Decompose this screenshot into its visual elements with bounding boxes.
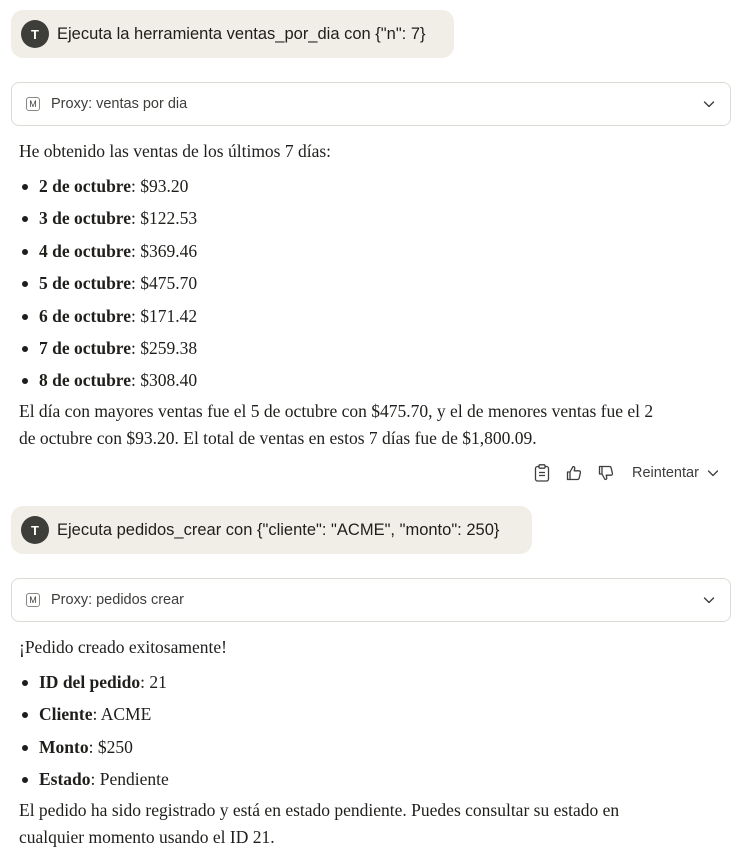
list-item [19,332,699,364]
tool-call-card[interactable] [11,82,731,126]
list-item [19,666,699,698]
chevron-down-icon[interactable] [702,593,716,607]
sales-list [19,170,699,397]
item-date: 8 de octubre [39,370,132,391]
item-amount: : $259.38 [131,337,198,358]
item-date: 4 de octubre [39,240,132,261]
item-key: ID del pedido [39,672,141,692]
thumbs-down-icon [598,465,614,481]
list-item [19,300,699,332]
tool-m-icon: M [26,593,40,607]
summary-line: de octubre con $93.20. El total de ventas en estos 7 días fue de $1,800.09. [19,427,537,448]
user-message-text: Ejecuta la herramienta ventas_por_dia con {"n": 7} [57,24,426,43]
tool-call-card[interactable] [11,578,731,622]
user-message [11,506,532,554]
user-message [11,10,454,58]
tool-call-label: Proxy: pedidos crear [51,592,184,608]
dislike-button[interactable] [594,461,618,485]
retry-label: Reintentar [632,465,699,481]
assistant-summary [19,797,699,851]
list-item [19,763,699,795]
assistant-message [19,138,699,452]
item-value: : Pendiente [90,769,169,790]
item-key: Cliente [39,704,93,725]
chevron-down-icon [707,467,719,479]
user-avatar[interactable]: T [21,20,49,48]
user-avatar[interactable]: T [21,516,49,544]
item-value: : $250 [88,736,133,757]
like-button[interactable] [562,461,586,485]
assistant-intro: He obtenido las ventas de los últimos 7 días: [19,141,332,161]
list-item [19,235,699,267]
copy-button[interactable] [530,461,554,485]
summary-line: El pedido ha sido registrado y está en estado pendiente. Puedes consultar su estado en [19,799,620,820]
clipboard-icon [534,464,550,482]
item-date: 2 de octubre [39,176,132,196]
summary-line: El día con mayores ventas fue el 5 de octubre con $475.70, y el de menores ventas fue el 2 [19,400,654,421]
list-item [19,170,699,202]
order-details-list [19,666,699,796]
item-date: 5 de octubre [39,273,132,294]
retry-button[interactable] [632,465,719,481]
user-message-text: Ejecuta pedidos_crear con {"cliente": "ACME", "monto": 250} [57,520,500,539]
item-date: 7 de octubre [39,337,132,358]
item-amount: : $475.70 [131,273,198,294]
item-amount: : $171.42 [131,305,198,326]
thumbs-up-icon [566,465,582,481]
item-key: Estado [39,769,91,790]
tool-call-label: Proxy: ventas por dia [51,96,188,112]
item-amount: : $93.20 [131,176,189,196]
list-item [19,698,699,730]
assistant-summary [19,398,699,452]
item-key: Monto [39,736,89,757]
item-amount: : $369.46 [131,240,198,261]
list-item [19,364,699,396]
item-date: 3 de octubre [39,208,132,229]
item-value: : ACME [92,704,152,725]
message-actions [530,461,719,485]
assistant-message [19,634,699,851]
list-item [19,731,699,763]
summary-line: cualquier momento usando el ID 21. [19,826,275,847]
list-item [19,202,699,234]
tool-m-icon: M [26,97,40,111]
item-date: 6 de octubre [39,305,132,326]
item-amount: : $308.40 [131,370,198,391]
list-item [19,267,699,299]
item-amount: : $122.53 [131,208,198,229]
chevron-down-icon[interactable] [702,97,716,111]
item-value: : 21 [140,672,167,692]
assistant-intro: ¡Pedido creado exitosamente! [19,637,227,657]
